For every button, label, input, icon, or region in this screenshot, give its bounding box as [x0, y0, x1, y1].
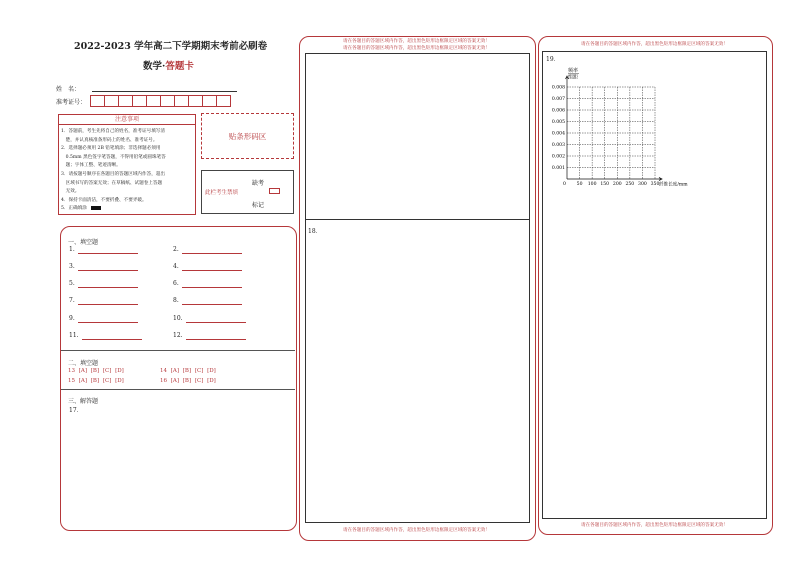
section2-header: 二、填空题 [68, 360, 99, 367]
choice-bubble-d[interactable]: [D] [115, 368, 124, 374]
fill-blank-3[interactable] [78, 270, 138, 271]
fill-item-7: 7. [69, 297, 75, 304]
exam-id-label: 准考证号： [56, 99, 87, 106]
fill-item-1: 1. [69, 246, 75, 253]
choice-row-13[interactable]: 13 [A] [B] [C] [D] [68, 368, 124, 374]
x-tick-label: 150 [600, 182, 610, 187]
fill-blank-10[interactable] [186, 322, 246, 323]
fill-item-8: 8. [173, 297, 179, 304]
y-axis-label-bottom: 组距 [568, 74, 579, 81]
subject-line [143, 58, 194, 72]
absent-mark-bottom: 标记 [252, 202, 265, 209]
choice-row-14[interactable]: 14 [A] [B] [C] [D] [160, 368, 216, 374]
id-box[interactable] [160, 95, 175, 107]
warning-top-2: 请在各题目的答题区域内作答，超出黑色矩形边框限定区域的答案无效！ [342, 46, 490, 51]
choice-bubble-a[interactable]: [A] [170, 378, 180, 384]
choice-bubble-d[interactable]: [D] [115, 378, 124, 384]
choice-bubble-d[interactable]: [D] [207, 378, 216, 384]
choice-bubble-b[interactable]: [B] [182, 378, 192, 384]
note-line: 2．选择题必须用 2B 铅笔填涂；非选择题必须用 [61, 146, 161, 152]
warning-right-bottom: 请在各题目的答题区域内作答，超出黑色矩形边框限定区域的答案无效！ [580, 523, 728, 528]
choice-bubble-b[interactable]: [B] [90, 378, 100, 384]
middle-divider [305, 219, 530, 220]
y-tick-label: 0.006 [551, 108, 565, 114]
question-18-area[interactable] [307, 236, 527, 520]
chart-layer [552, 67, 688, 188]
choice-bubble-a[interactable]: [A] [170, 368, 180, 374]
fill-blank-11[interactable] [82, 339, 142, 340]
id-box[interactable] [104, 95, 119, 107]
warning-bottom: 请在各题目的答题区域内作答，超出黑色矩形边框限定区域的答案无效！ [342, 528, 490, 533]
question-17-area[interactable] [62, 414, 292, 524]
x-tick-label: 100 [587, 182, 597, 187]
note-line: 题；字体工整、笔迹清晰。 [61, 163, 121, 169]
id-box[interactable] [118, 95, 133, 107]
filled-mark-icon [91, 206, 101, 210]
fill-item-2: 2. [173, 246, 179, 253]
fill-blank-12[interactable] [186, 339, 246, 340]
note-line: 区域书写的答案无效；在草稿纸、试题卷上答题 [61, 180, 163, 186]
choice-bubble-a[interactable]: [A] [78, 368, 88, 374]
id-box[interactable] [188, 95, 203, 107]
y-tick-label: 0.008 [551, 85, 565, 91]
fill-item-10: 10. [173, 315, 183, 322]
x-tick-label: 200 [612, 182, 622, 187]
y-tick-label: 0.001 [551, 166, 565, 171]
histogram-grid-chart [545, 60, 688, 192]
barcode-area [201, 113, 294, 159]
exam-id-boxes[interactable] [90, 95, 230, 107]
choice-bubble-c[interactable]: [C] [102, 368, 112, 374]
fill-blank-4[interactable] [182, 270, 242, 271]
note-line: 楚，并认真核准条形码上的姓名、准考证号。 [61, 137, 158, 143]
fill-blank-6[interactable] [182, 287, 242, 288]
y-tick-label: 0.003 [551, 143, 565, 148]
x-tick-label: 250 [625, 182, 635, 187]
choice-bubble-c[interactable]: [C] [102, 378, 112, 384]
section-divider [61, 350, 295, 351]
correct-fill-example [61, 205, 193, 214]
id-box[interactable] [90, 95, 105, 107]
notes-box [58, 114, 196, 215]
fill-blank-9[interactable] [78, 322, 138, 323]
choice-row-15[interactable]: 15 [A] [B] [C] [D] [68, 378, 124, 384]
fill-blank-1[interactable] [78, 253, 138, 254]
choice-bubble-c[interactable]: [C] [194, 378, 204, 384]
choice-bubble-a[interactable]: [A] [78, 378, 88, 384]
choice-bubble-b[interactable]: [B] [90, 368, 100, 374]
fill-blank-7[interactable] [78, 304, 138, 305]
id-box[interactable] [132, 95, 147, 107]
x-tick-label: 50 [576, 182, 583, 187]
y-tick-label: 0.004 [551, 131, 565, 137]
absent-mark-top: 缺考 [252, 180, 265, 187]
warning-right-top: 请在各题目的答题区域内作答，超出黑色矩形边框限定区域的答案无效！ [580, 42, 728, 47]
warning-top-1: 请在各题目的答题区域内作答，超出黑色矩形边框限定区域的答案无效！ [342, 39, 490, 44]
id-box[interactable] [202, 95, 217, 107]
x-tick-label: 350 [650, 182, 660, 187]
section1-header: 一、填空题 [68, 239, 99, 246]
y-tick-label: 0.005 [551, 120, 565, 125]
fill-item-9: 9. [69, 315, 75, 322]
choice-bubble-b[interactable]: [B] [182, 368, 192, 374]
question-17-label: 17． [69, 407, 83, 414]
choice-bubble-d[interactable]: [D] [207, 368, 216, 374]
card-label: 答题卡 [165, 61, 194, 72]
y-tick-label: 0.007 [551, 97, 565, 102]
note-line: 0.5mm 黑色签字笔答题，不得用铅笔或圆珠笔答 [61, 154, 166, 160]
name-label: 姓 名： [56, 86, 81, 93]
choice-bubble-c[interactable]: [C] [194, 368, 204, 374]
fill-item-3: 3. [69, 263, 75, 270]
fill-item-6: 6. [173, 280, 179, 287]
y-axis-label-top: 频率 [568, 68, 579, 74]
id-box[interactable] [216, 95, 231, 107]
question-18-label: 18． [308, 228, 322, 235]
barcode-label: 贴条形码区 [228, 131, 267, 141]
notes-title: 注意事项 [59, 115, 195, 125]
id-box[interactable] [146, 95, 161, 107]
fill-item-4: 4. [173, 263, 179, 270]
question-19-label: 19． [546, 56, 560, 63]
absent-box [201, 170, 294, 214]
fill-item-12: 12. [173, 332, 183, 339]
subject-dot: · [162, 61, 166, 72]
name-input-line[interactable] [92, 91, 237, 92]
subject-label: 数学 [143, 61, 163, 72]
origin-label: 0 [563, 182, 566, 187]
section-divider [61, 389, 295, 390]
fill-blank-5[interactable] [78, 287, 138, 288]
notes-list [59, 125, 195, 214]
note-line: 无效。 [61, 189, 80, 195]
fill-item-11: 11. [69, 332, 79, 339]
fill-blank-2[interactable] [182, 253, 242, 254]
choice-row-16[interactable]: 16 [A] [B] [C] [D] [160, 378, 216, 384]
absent-label: 此栏考生禁填 [205, 190, 239, 196]
absent-checkbox[interactable] [269, 188, 280, 194]
fill-blank-8[interactable] [182, 304, 242, 305]
section3-header: 三、解答题 [68, 398, 99, 405]
note-line: 4．保持卡面清洁，不要折叠、不要弄破。 [61, 197, 147, 203]
x-axis-label: 纤维长度/mm [659, 182, 688, 188]
note-line: 1．答题前，考生先将自己的姓名，准考证号填写清 [61, 129, 165, 134]
x-tick-label: 300 [638, 182, 647, 187]
fill-item-5: 5. [69, 280, 75, 287]
y-tick-label: 0.002 [551, 154, 565, 160]
note-line: 3．请按题号顺序在各题目的答题区域内作答，超出 [61, 171, 165, 177]
exam-title: 2022-2023 学年高二下学期期末考前必刷卷 [74, 41, 268, 52]
correct-fill-label: 5．正确填涂 [61, 206, 87, 212]
id-box[interactable] [174, 95, 189, 107]
